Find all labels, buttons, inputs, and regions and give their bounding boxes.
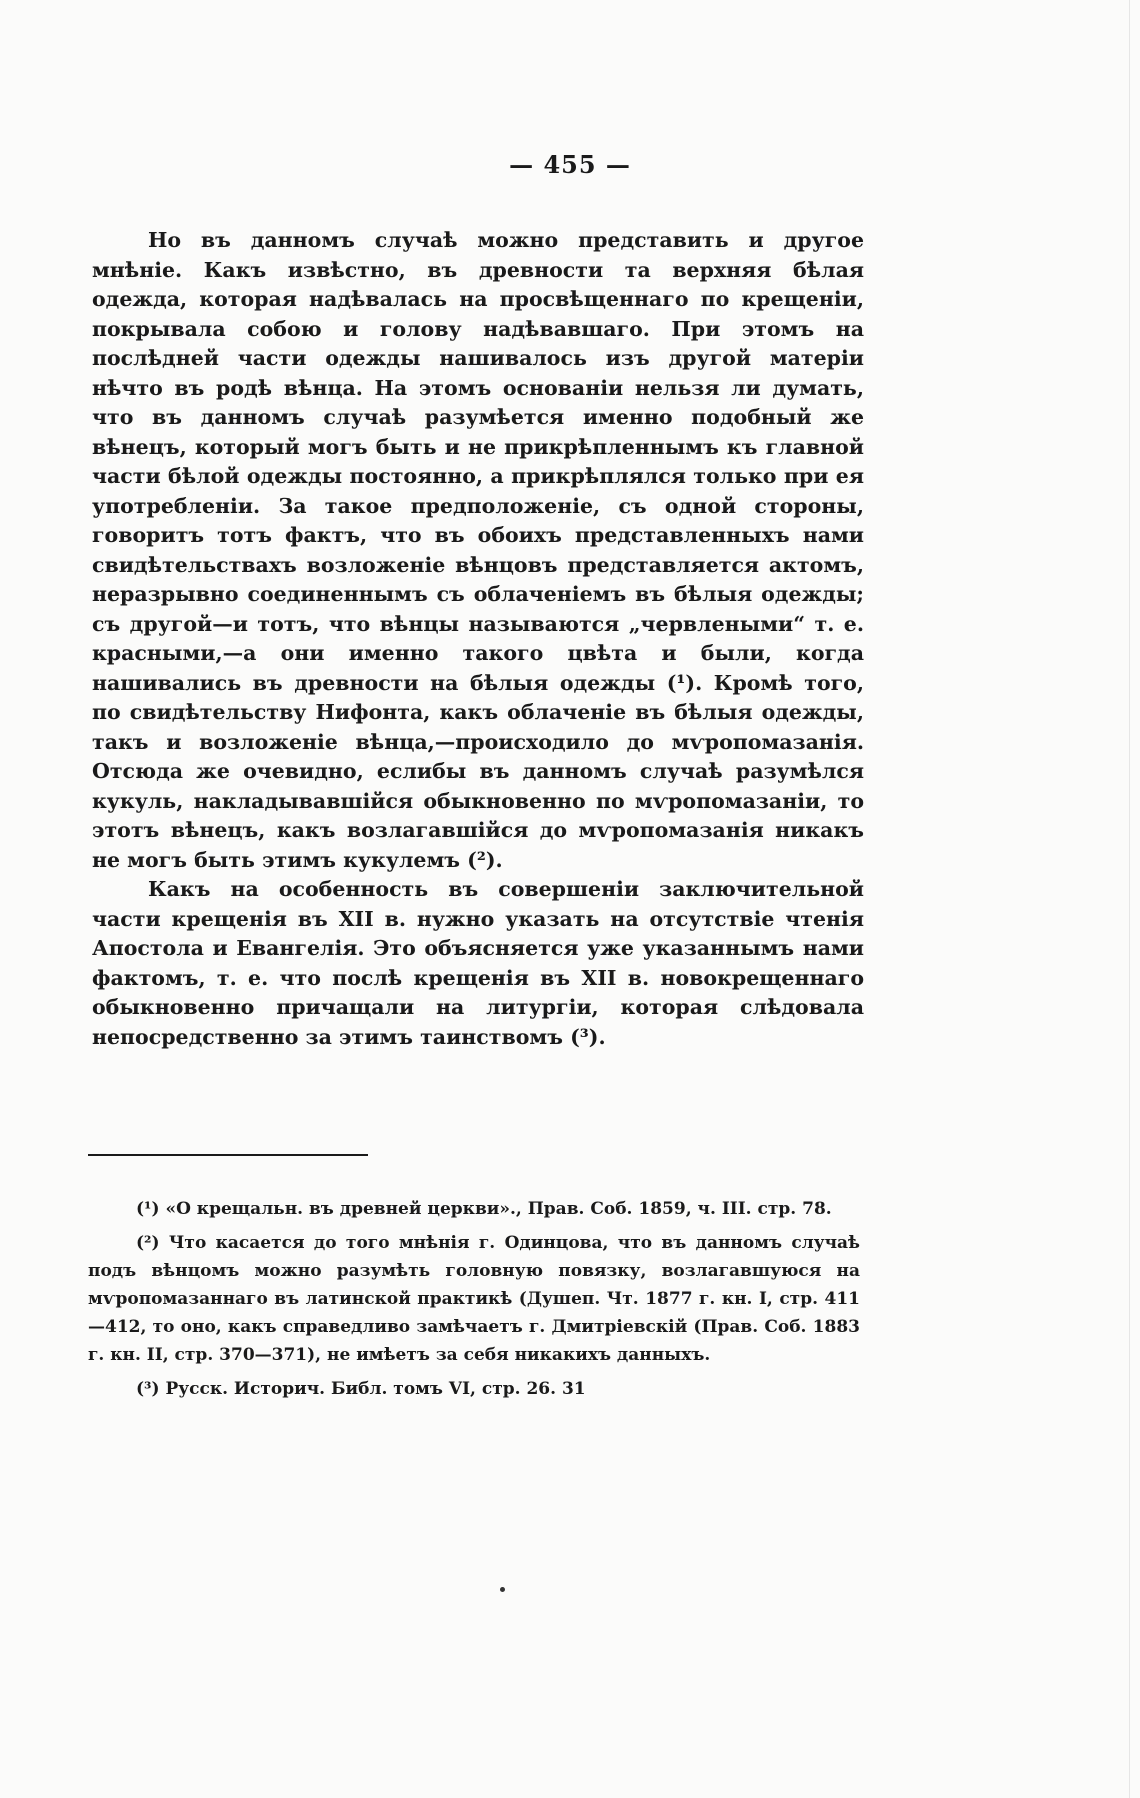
page-number: — 455 — <box>509 150 631 179</box>
main-text <box>92 226 864 1052</box>
footnote-3: (³) Русск. Историч. Библ. томъ VI, стр. 26. 31 <box>136 1379 586 1399</box>
footnote-divider <box>88 1154 368 1156</box>
footnote-2: (²) Что касается до того мнѣнія г. Одинцова, что въ данномъ случаѣ подъ вѣнцомъ можно разумѣть головную повязку, возлагавшуюся на мѵропомазаннаго въ латинской практикѣ (Душеп. Чт. 1877 г. кн. I, стр. 411—412, то оно, какъ справедливо замѣчаетъ г. Дмитріевскій (Прав. Соб. 1883 г. кн. II, стр. 370—371), не имѣетъ за себя никакихъ данныхъ. <box>88 1233 860 1365</box>
stray-mark <box>500 1587 505 1592</box>
paragraph-2: Какъ на особенность въ совершеніи заключительной части крещенія въ XII в. нужно указать на отсутствіе чтенія Апостола и Евангелія. Это объясняется уже указаннымъ нами фактомъ, т. е. что послѣ крещенія въ XII в. новокрещеннаго обыкновенно причащали на литургіи, которая слѣдовала непосредственно за этимъ таинствомъ (³). <box>92 877 864 1049</box>
footnote-1: (¹) «О крещальн. въ древней церкви»., Прав. Соб. 1859, ч. III. стр. 78. <box>136 1199 832 1219</box>
paragraph-1: Но въ данномъ случаѣ можно представить и другое мнѣніе. Какъ извѣстно, въ древности та верхняя бѣлая одежда, которая надѣвалась на просвѣщеннаго по крещеніи, покрывала собою и голову надѣвавшаго. При этомъ на послѣдней части одежды нашивалось изъ другой матеріи нѣчто въ родѣ вѣнца. На этомъ основаніи нельзя ли думать, что въ данномъ случаѣ разумѣется именно подобный же вѣнецъ, который могъ быть и не прикрѣпленнымъ къ главной части бѣлой одежды постоянно, а прикрѣплялся только при ея употребленіи. За такое предположеніе, съ одной стороны, говоритъ тотъ фактъ, что въ обоихъ представленныхъ нами свидѣтельствахъ возложеніе вѣнцовъ представляется актомъ, неразрывно соединеннымъ съ облаченіемъ въ бѣлыя одежды; съ другой—и тотъ, что вѣнцы называются „червлеными“ т. е. красными,—а они именно такого цвѣта и были, когда нашивались въ древности на бѣлыя одежды (¹). Кромѣ того, по свидѣтельству Нифонта, какъ облаченіе въ бѣлыя одежды, такъ и возложеніе вѣнца,—происходило до мѵропомазанія. Отсюда же очевидно, еслибы въ данномъ случаѣ разумѣлся кукуль, накладывавшійся обыкновенно по мѵропомазаніи, то этотъ вѣнецъ, какъ возлагавшійся до мѵропомазанія никакъ не могъ быть этимъ кукулемъ (²). <box>92 228 864 872</box>
page-edge <box>1129 0 1130 1798</box>
footnotes <box>88 1195 860 1409</box>
